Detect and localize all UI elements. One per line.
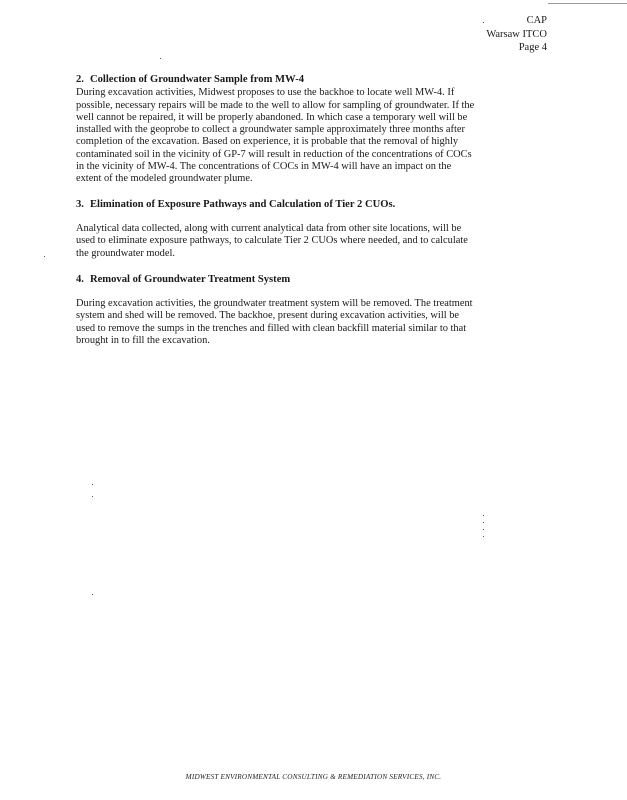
scan-speck	[483, 522, 484, 523]
section-heading	[76, 199, 552, 211]
paragraph-line: Analytical data collected, along with current analytical data from other site locations, will be	[76, 222, 462, 234]
scan-speck	[44, 256, 45, 257]
paragraph-line: system and shed will be removed. The backhoe, present during excavation activities, will be	[76, 310, 459, 322]
section-title: Elimination of Exposure Pathways and Calculation of Tier 2 CUOs.	[89, 198, 396, 210]
page-header	[486, 14, 547, 55]
header-doc-type: CAP	[526, 15, 547, 26]
scan-speck	[483, 22, 484, 23]
section-paragraph	[76, 223, 552, 260]
paragraph-line: well cannot be repaired, it will be properly abandoned. In which case a temporary well will be	[76, 111, 468, 123]
scan-speck	[483, 529, 484, 530]
section-title: Collection of Groundwater Sample from MW-4	[89, 74, 305, 85]
section-treatment-system	[76, 274, 552, 347]
paragraph-line: used to remove the sumps in the trenches and filled with clean backfill material similar to that	[76, 322, 467, 334]
paragraph-line: During excavation activities, the groundwater treatment system will be removed. The treatment	[76, 298, 473, 310]
paragraph-line: contaminated soil in the vicinity of GP-7 will result in reduction of the concentrations of COCs	[76, 148, 472, 160]
scan-speck	[92, 594, 93, 595]
header-page-number: Page 4	[518, 42, 547, 53]
section-title: Removal of Groundwater Treatment System	[89, 273, 291, 285]
document-body	[76, 74, 552, 347]
scan-speck	[92, 496, 93, 497]
paragraph-line: possible, necessary repairs will be made to the well to allow for sampling of groundwater. If the	[76, 99, 475, 111]
paragraph-line: used to eliminate exposure pathways, to calculate Tier 2 CUOs where needed, and to calculate	[76, 235, 468, 247]
section-heading	[76, 74, 552, 86]
paragraph-line: in the vicinity of MW-4. The concentrations of COCs in MW-4 will have an impact on the	[76, 161, 452, 173]
scan-speck	[92, 484, 93, 485]
section-paragraph	[76, 87, 552, 185]
paragraph-line: extent of the modeled groundwater plume.	[76, 173, 253, 185]
header-site-name: Warsaw ITCO	[486, 28, 547, 40]
paragraph-line: installed with the geoprobe to collect a groundwater sample approximately three months after	[76, 124, 465, 136]
top-rule	[548, 3, 627, 4]
paragraph-line: completion of the excavation. Based on experience, it is probable that the removal of highly	[76, 136, 459, 148]
section-groundwater-sample	[76, 74, 552, 186]
section-exposure-pathways	[76, 199, 552, 260]
section-heading	[76, 274, 552, 286]
section-number: 4.	[76, 273, 84, 285]
page-footer: MIDWEST ENVIRONMENTAL CONSULTING & REMEDIATION SERVICES, INC.	[185, 773, 442, 781]
scan-speck	[483, 515, 484, 516]
scan-speck	[160, 58, 161, 59]
scan-speck	[483, 536, 484, 537]
section-number: 3.	[76, 198, 84, 210]
section-paragraph	[76, 298, 552, 347]
paragraph-line: During excavation activities, Midwest proposes to use the backhoe to locate well MW-4. If	[76, 87, 455, 99]
paragraph-line: the groundwater model.	[76, 247, 175, 259]
section-number: 2.	[76, 74, 84, 85]
paragraph-line: brought in to fill the excavation.	[76, 335, 210, 347]
